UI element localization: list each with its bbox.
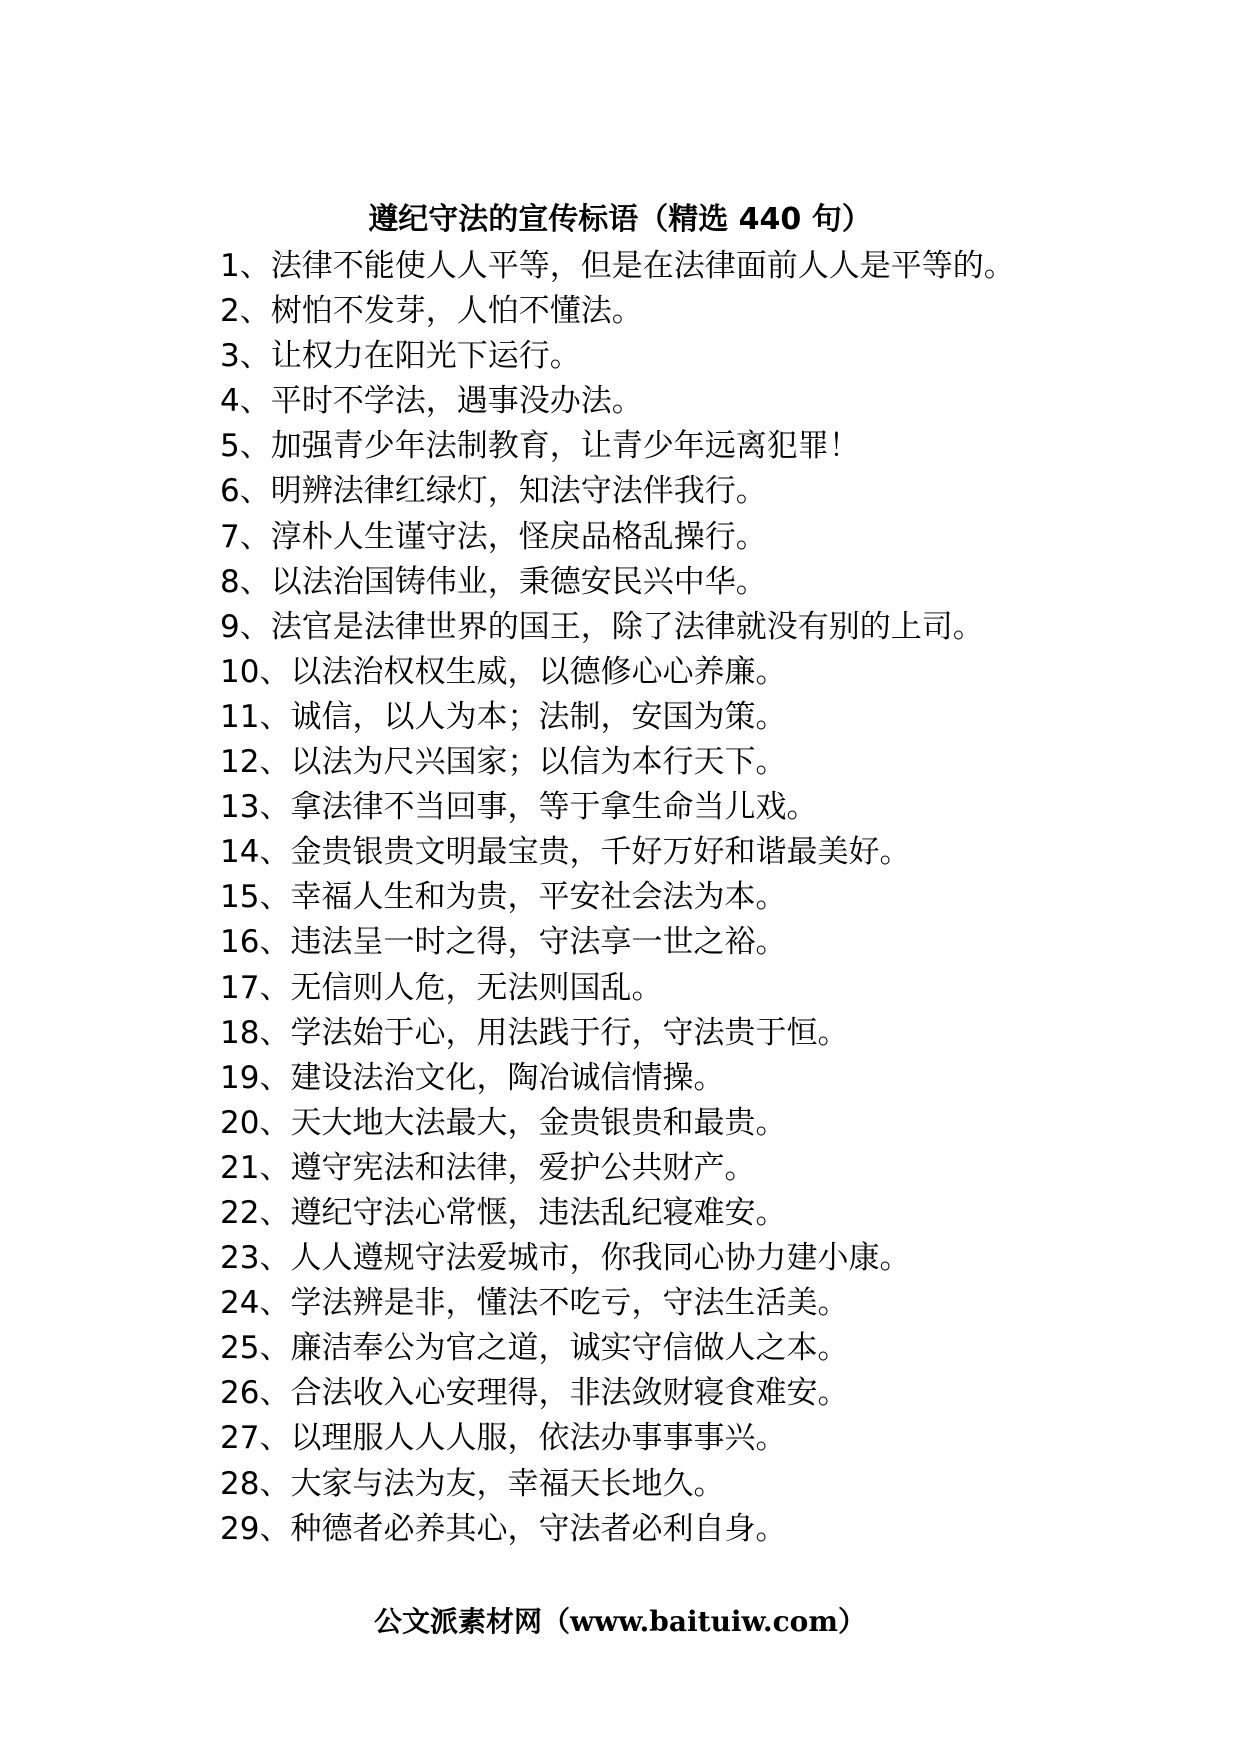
slogan-item: 10、以法治权权生威，以德修心心养廉。 [220,653,787,690]
slogan-item: 13、拿法律不当回事，等于拿生命当儿戏。 [220,789,818,826]
slogan-item: 22、遵纪守法心常惬，违法乱纪寝难安。 [220,1194,787,1231]
slogan-list [220,244,1015,1552]
document-footer: 公文派素材网（www.baituiw.com） [374,1605,866,1638]
slogan-item: 6、明辨法律红绿灯，知法守法伴我行。 [220,473,767,510]
slogan-item: 4、平时不学法，遇事没办法。 [220,383,643,420]
slogan-item: 8、以法治国铸伟业，秉德安民兴中华。 [220,563,767,600]
slogan-item: 21、遵守宪法和法律，爱护公共财产。 [220,1149,756,1186]
slogan-item: 24、学法辨是非，懂法不吃亏，守法生活美。 [220,1285,849,1322]
document-title: 遵纪守法的宣传标语（精选 440 句） [368,202,872,237]
slogan-item: 19、建设法治文化，陶冶诚信情操。 [220,1059,725,1096]
slogan-item: 2、树怕不发芽，人怕不懂法。 [220,293,643,330]
slogan-item: 11、诚信，以人为本；法制，安国为策。 [220,698,787,735]
slogan-item: 17、无信则人危，无法则国乱。 [220,969,663,1006]
slogan-item: 9、法官是法律世界的国王，除了法律就没有别的上司。 [220,608,984,645]
slogan-item: 14、金贵银贵文明最宝贵，千好万好和谐最美好。 [220,834,911,871]
slogan-item: 28、大家与法为友，幸福天长地久。 [220,1465,725,1502]
slogan-item: 1、法律不能使人人平等，但是在法律面前人人是平等的。 [220,248,1015,284]
slogan-item: 18、学法始于心，用法践于行，守法贵于恒。 [220,1014,849,1051]
slogan-item: 12、以法为尺兴国家；以信为本行天下。 [220,744,787,781]
slogan-item: 23、人人遵规守法爱城市，你我同心协力建小康。 [220,1240,911,1277]
slogan-item: 29、种德者必养其心，守法者必利自身。 [220,1510,787,1547]
slogan-item: 20、天大地大法最大，金贵银贵和最贵。 [220,1104,787,1141]
slogan-item: 5、加强青少年法制教育，让青少年远离犯罪！ [220,428,860,465]
slogan-item: 27、以理服人人人服，依法办事事事兴。 [220,1420,787,1457]
slogan-item: 3、让权力在阳光下运行。 [220,338,581,375]
slogan-item: 26、合法收入心安理得，非法敛财寝食难安。 [220,1375,849,1412]
slogan-item: 15、幸福人生和为贵，平安社会法为本。 [220,879,787,916]
slogan-item: 7、淳朴人生谨守法，怪戾品格乱操行。 [220,518,767,555]
slogan-item: 25、廉洁奉公为官之道，诚实守信做人之本。 [220,1330,849,1367]
slogan-item: 16、违法呈一时之得，守法享一世之裕。 [220,924,787,961]
